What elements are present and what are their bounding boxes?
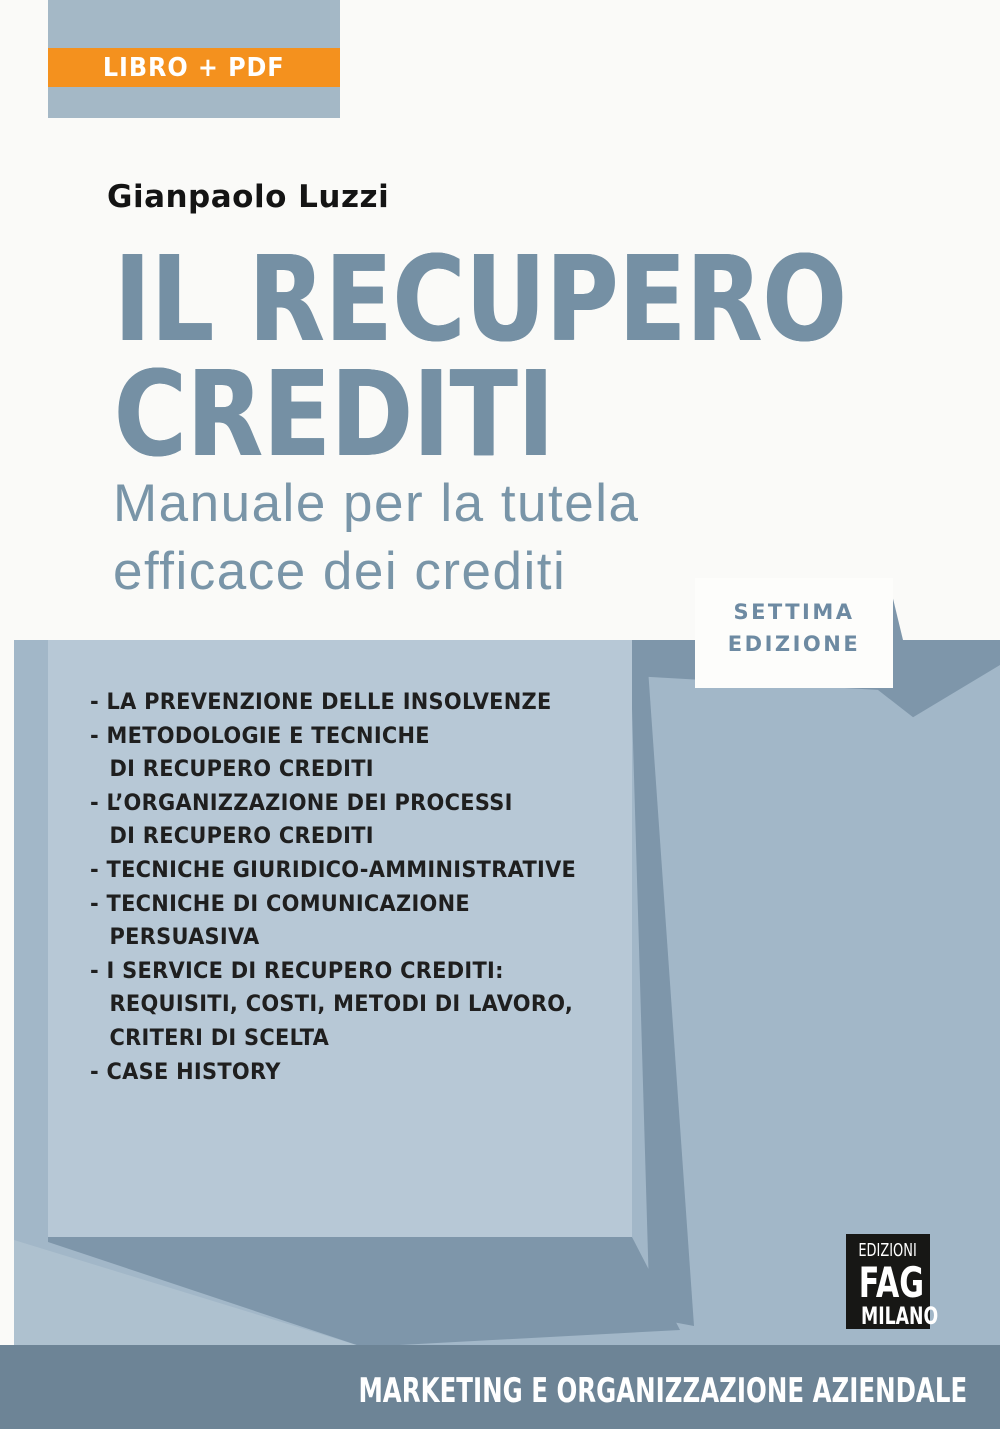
edition-badge <box>695 578 893 688</box>
topic-line: - L’ORGANIZZAZIONE DEI PROCESSI <box>90 789 513 816</box>
topic-line: DI RECUPERO CREDITI <box>109 756 374 783</box>
topics-list <box>90 686 611 1089</box>
edition-badge-line-2: EDIZIONE <box>727 632 861 656</box>
publisher-logo <box>846 1234 939 1330</box>
topic-line: CRITERI DI SCELTA <box>109 1024 330 1051</box>
publisher-logo-milano: MILANO <box>861 1302 939 1330</box>
topic-line: - CASE HISTORY <box>90 1058 281 1085</box>
book-subtitle-line-1: Manuale per la tutela <box>113 474 640 533</box>
topic-line: - I SERVICE DI RECUPERO CREDITI: <box>90 957 504 984</box>
topic-line: PERSUASIVA <box>109 924 260 951</box>
format-badge-label: LIBRO + PDF <box>103 52 285 83</box>
book-title-line-1: IL RECUPERO <box>114 230 847 368</box>
book-subtitle-line-2: efficace dei crediti <box>113 542 567 601</box>
format-badge <box>48 48 340 87</box>
topic-line: - TECNICHE GIURIDICO-AMMINISTRATIVE <box>90 856 577 883</box>
edition-badge-line-1: SETTIMA <box>733 600 855 624</box>
series-band-label: MARKETING E ORGANIZZAZIONE AZIENDALE <box>358 1371 968 1411</box>
topic-line: - METODOLOGIE E TECNICHE <box>90 722 430 749</box>
author-name: Gianpaolo Luzzi <box>107 179 390 215</box>
topic-line: - LA PREVENZIONE DELLE INSOLVENZE <box>90 689 552 715</box>
book-title-line-2: CREDITI <box>114 345 555 483</box>
publisher-logo-fag: FAG <box>858 1258 925 1307</box>
topic-line: DI RECUPERO CREDITI <box>109 823 374 850</box>
topic-line: REQUISITI, COSTI, METODI DI LAVORO, <box>109 991 574 1018</box>
topic-line: - TECNICHE DI COMUNICAZIONE <box>90 890 470 917</box>
publisher-logo-edizioni: EDIZIONI <box>858 1240 918 1261</box>
